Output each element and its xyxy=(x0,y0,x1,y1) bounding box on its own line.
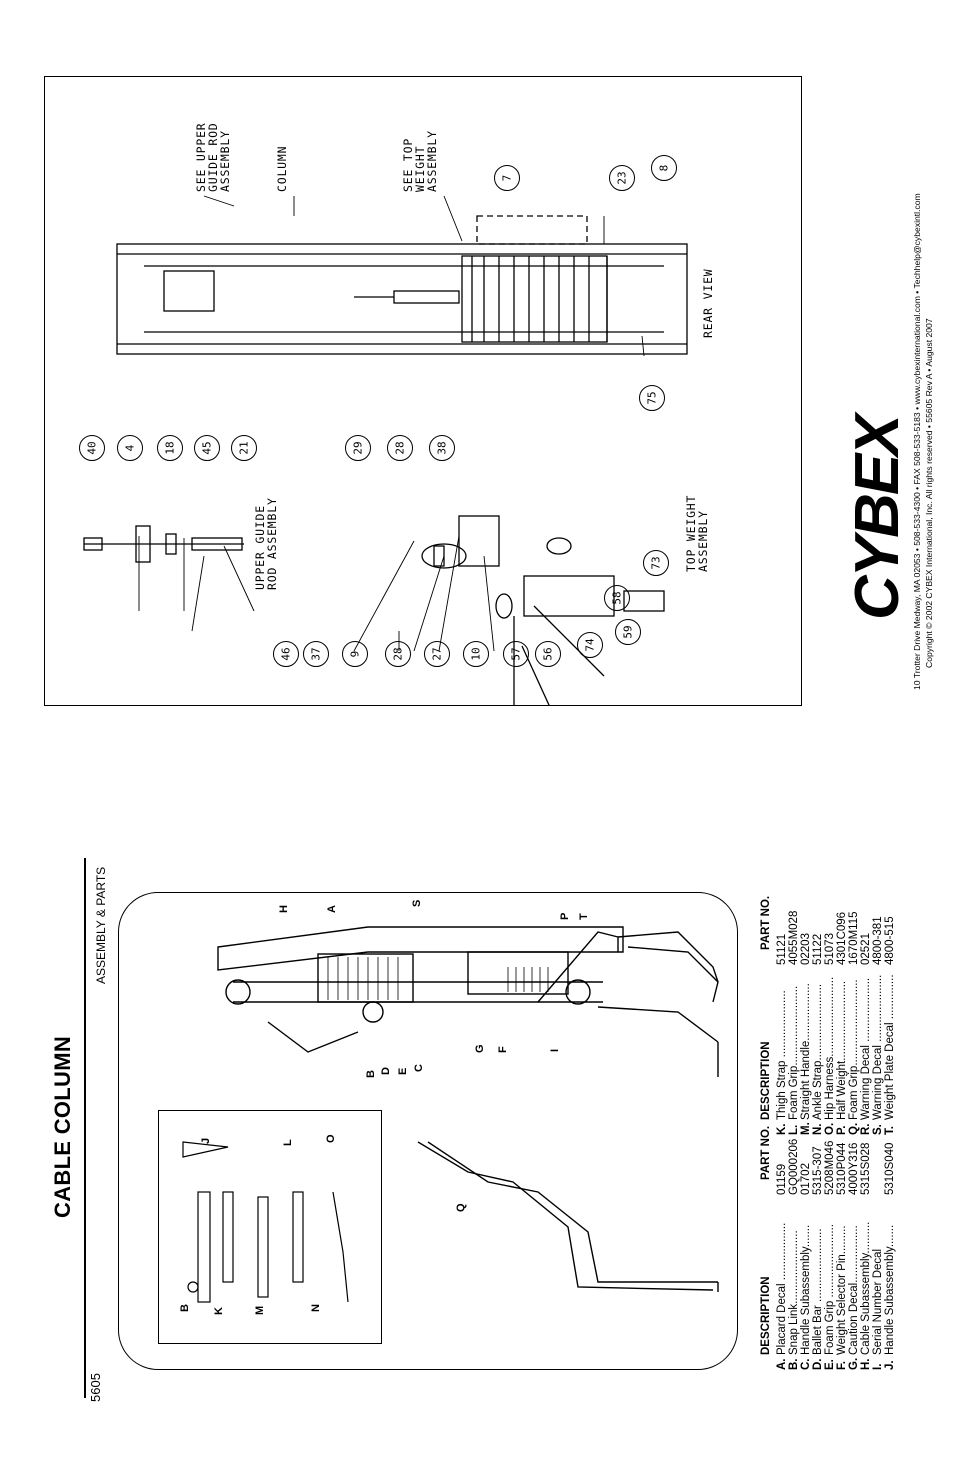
balloon-number: 28 xyxy=(391,647,405,661)
row-letter: H. xyxy=(860,1358,872,1370)
table-row xyxy=(836,1135,848,1370)
page-title: CABLE COLUMN xyxy=(50,1035,75,1218)
part-balloon xyxy=(503,641,529,667)
table-row xyxy=(800,1135,812,1370)
table-row xyxy=(848,1135,860,1370)
callout-n: N xyxy=(310,1304,322,1312)
row-part-number: 51073 xyxy=(824,933,836,965)
top-weight-line2: ASSEMBLY xyxy=(696,510,710,572)
row-part-number: 51121 xyxy=(776,933,788,965)
row-letter: R. xyxy=(860,1123,872,1135)
callout-k: K xyxy=(213,1307,225,1315)
product-illustration xyxy=(118,892,738,1370)
callout-l: L xyxy=(282,1139,294,1146)
part-balloon xyxy=(463,641,489,667)
part-balloon xyxy=(615,619,641,645)
balloon-number: 21 xyxy=(237,441,251,455)
part-balloon xyxy=(424,641,450,667)
row-letter: M. xyxy=(800,1122,812,1135)
part-balloon xyxy=(643,550,669,576)
row-description: Serial Number Decal xyxy=(872,1248,884,1355)
parts-table-left xyxy=(760,1125,896,1370)
part-balloon xyxy=(273,641,299,667)
part-balloon xyxy=(345,435,371,461)
column-note: COLUMN xyxy=(275,145,289,192)
see-upper-line1: SEE UPPER xyxy=(194,122,208,192)
callout-s: S xyxy=(411,899,423,907)
balloon-number: 23 xyxy=(615,171,629,185)
row-description: Handle Subassembly....... xyxy=(800,1224,812,1355)
callout-f: F xyxy=(497,1046,509,1053)
parts-table-right xyxy=(760,895,896,1135)
part-balloon xyxy=(194,435,220,461)
row-letter: J. xyxy=(884,1360,896,1370)
part-balloon xyxy=(303,641,329,667)
row-letter: E. xyxy=(824,1359,836,1370)
row-part-number: 02521 xyxy=(860,933,872,965)
row-part-number: 02203 xyxy=(800,933,812,965)
table-row xyxy=(824,1135,836,1370)
balloon-number: 40 xyxy=(85,441,99,455)
row-description: Ankle Strap........................ xyxy=(812,983,824,1120)
row-part-number: 5315-307 xyxy=(812,1146,824,1195)
balloon-number: 18 xyxy=(163,441,177,455)
callout-d: D xyxy=(380,1067,392,1075)
table-row xyxy=(884,895,896,1135)
row-part-number: 5310S040 xyxy=(884,1142,896,1195)
see-upper-line3: ASSEMBLY xyxy=(218,130,232,192)
balloon-number: 46 xyxy=(279,647,293,661)
part-balloon xyxy=(342,641,368,667)
row-letter: I. xyxy=(872,1363,884,1370)
table-row xyxy=(884,1135,896,1370)
row-part-number: 4800-515 xyxy=(884,916,896,965)
col-part-no-2: PART NO. xyxy=(760,895,772,950)
part-balloon xyxy=(535,641,561,667)
part-balloon xyxy=(117,435,143,461)
row-letter: A. xyxy=(776,1358,788,1370)
row-description: Cable Subassembly.......... xyxy=(860,1221,872,1355)
table-row xyxy=(800,895,812,1135)
row-description: Thigh Strap ..................... xyxy=(776,990,788,1120)
row-description: Snap Link....................... xyxy=(788,1230,800,1355)
balloon-number: 59 xyxy=(621,625,635,639)
balloon-number: 27 xyxy=(430,647,444,661)
part-balloon xyxy=(604,585,630,611)
balloon-number: 45 xyxy=(200,441,214,455)
row-part-number: 51122 xyxy=(812,933,824,965)
row-letter: O. xyxy=(824,1122,836,1135)
balloon-number: 37 xyxy=(309,647,323,661)
table-row xyxy=(872,895,884,1135)
row-part-number: 5208M046 xyxy=(824,1140,836,1195)
row-letter: C. xyxy=(800,1358,812,1370)
see-top-line1: SEE TOP xyxy=(401,137,415,192)
balloon-number: 7 xyxy=(500,174,514,182)
row-description: Foam Grip......................... xyxy=(788,985,800,1120)
row-part-number: 5310P044 xyxy=(836,1142,848,1195)
row-part-number: 4055M028 xyxy=(788,910,800,965)
row-description: Warning Decal .................... xyxy=(860,977,872,1120)
callout-h: H xyxy=(278,905,290,913)
row-description: Ballet Bar ....................... xyxy=(812,1228,824,1355)
col-description-2: DESCRIPTION xyxy=(760,1041,772,1120)
balloon-number: 8 xyxy=(657,164,671,172)
see-top-line3: ASSEMBLY xyxy=(425,130,439,192)
row-letter: G. xyxy=(848,1357,860,1370)
callout-j: J xyxy=(200,1137,212,1144)
part-balloon xyxy=(387,435,413,461)
row-letter: K. xyxy=(776,1123,788,1135)
callout-o: O xyxy=(325,1134,337,1143)
callout-m: M xyxy=(254,1305,266,1315)
upper-guide-line1: UPPER GUIDE xyxy=(253,505,267,590)
row-description: Foam Grip ....................... xyxy=(824,1224,836,1355)
balloon-number: 73 xyxy=(649,556,663,570)
cybex-logo: CYBEX xyxy=(843,416,912,620)
table-row xyxy=(872,1135,884,1370)
table-header-left xyxy=(760,1125,772,1370)
part-balloon xyxy=(494,165,520,191)
row-letter: N. xyxy=(812,1123,824,1135)
row-letter: L. xyxy=(788,1124,800,1135)
table-row xyxy=(788,1135,800,1370)
row-description: Foam Grip........................... xyxy=(848,979,860,1120)
table-row xyxy=(860,1135,872,1370)
callout-c: C xyxy=(413,1064,425,1072)
callout-g: G xyxy=(474,1044,486,1053)
table-row xyxy=(776,895,788,1135)
table-row xyxy=(788,895,800,1135)
balloon-number: 57 xyxy=(509,647,523,661)
row-part-number: 4800-381 xyxy=(872,916,884,965)
header-rule xyxy=(84,858,86,1398)
callout-b: B xyxy=(365,1070,377,1078)
row-part-number: 1670M115 xyxy=(848,911,860,965)
part-balloon xyxy=(429,435,455,461)
balloon-number: 28 xyxy=(393,441,407,455)
row-letter: F. xyxy=(836,1361,848,1370)
table-row xyxy=(824,895,836,1135)
row-part-number: 4301C096 xyxy=(836,911,848,965)
part-balloon xyxy=(577,632,603,658)
part-balloon xyxy=(157,435,183,461)
balloon-number: 56 xyxy=(541,647,555,661)
row-description: Straight Handle.................. xyxy=(800,983,812,1120)
balloon-number: 75 xyxy=(645,391,659,405)
row-letter: D. xyxy=(812,1358,824,1370)
see-upper-line2: GUIDE ROD xyxy=(206,122,220,192)
parts-table xyxy=(760,895,896,1370)
table-row xyxy=(812,1135,824,1370)
row-description: Half Weight......................... xyxy=(836,980,848,1120)
footer-address: 10 Trotter Drive Medway, MA 02053 • 508-533-4300 • FAX 508-533-5183 • www.cybexinternational.com • Techhelp@cybexintl.com xyxy=(912,193,922,690)
page-number: 5605 xyxy=(88,1373,103,1402)
col-part-no: PART NO. xyxy=(760,1125,772,1180)
row-description: Hip Harness......................... xyxy=(824,976,836,1120)
callout-a: A xyxy=(326,905,338,913)
balloon-number: 58 xyxy=(610,591,624,605)
balloon-number: 4 xyxy=(123,444,137,452)
row-part-number: 4000Y316 xyxy=(848,1142,860,1195)
row-description: Weight Plate Decal .............. xyxy=(884,974,896,1120)
balloon-number: 29 xyxy=(351,441,365,455)
part-balloon xyxy=(651,155,677,181)
row-part-number: 5315S028 xyxy=(860,1142,872,1195)
table-row xyxy=(812,895,824,1135)
see-upper-guide-note xyxy=(195,122,231,192)
see-top-line2: WEIGHT xyxy=(413,145,427,192)
see-top-weight-note xyxy=(402,130,438,192)
col-description: DESCRIPTION xyxy=(760,1276,772,1355)
balloon-number: 10 xyxy=(469,647,483,661)
table-row xyxy=(860,895,872,1135)
balloon-number: 9 xyxy=(348,650,362,658)
callout-t: T xyxy=(578,913,590,920)
top-weight-title xyxy=(685,495,709,572)
row-description: Caution Decal.................. xyxy=(848,1225,860,1355)
row-part-number: 01159 xyxy=(776,1163,788,1195)
row-description: Placard Decal .................. xyxy=(776,1222,788,1355)
callout-b2: B xyxy=(179,1304,191,1312)
row-description: Warning Decal ..................... xyxy=(872,974,884,1120)
part-balloon xyxy=(79,435,105,461)
balloon-number: 74 xyxy=(583,638,597,652)
row-part-number: GQ000206 xyxy=(788,1138,800,1195)
table-row xyxy=(848,895,860,1135)
table-row xyxy=(776,1135,788,1370)
part-balloon xyxy=(385,641,411,667)
table-row xyxy=(836,895,848,1135)
callout-p: P xyxy=(559,912,571,920)
top-weight-line1: TOP WEIGHT xyxy=(684,494,698,572)
row-letter: B. xyxy=(788,1358,800,1370)
row-description: Weight Selector Pin......... xyxy=(836,1225,848,1355)
balloon-number: 38 xyxy=(435,441,449,455)
row-letter: P. xyxy=(836,1125,848,1135)
part-balloon xyxy=(231,435,257,461)
part-balloon xyxy=(609,165,635,191)
table-header-right xyxy=(760,895,772,1135)
callout-e: E xyxy=(397,1067,409,1075)
section-label: ASSEMBLY & PARTS xyxy=(94,866,108,984)
rear-view-title: REAR VIEW xyxy=(701,268,715,338)
callout-q: Q xyxy=(455,1203,467,1212)
row-letter: T. xyxy=(884,1126,896,1135)
footer-copyright: Copyright © 2002 CYBEX International, Inc. All rights reserved • 55605 Rev A • August 2007 xyxy=(924,318,934,668)
upper-guide-line2: ROD ASSEMBLY xyxy=(265,497,279,590)
row-letter: Q. xyxy=(848,1122,860,1135)
callout-i: I xyxy=(549,1048,561,1052)
upper-guide-rod-title xyxy=(254,497,278,590)
row-part-number: 01702 xyxy=(800,1163,812,1195)
row-letter: S. xyxy=(872,1124,884,1135)
part-balloon xyxy=(639,385,665,411)
row-description: Handle Subassembly....... xyxy=(884,1224,896,1355)
